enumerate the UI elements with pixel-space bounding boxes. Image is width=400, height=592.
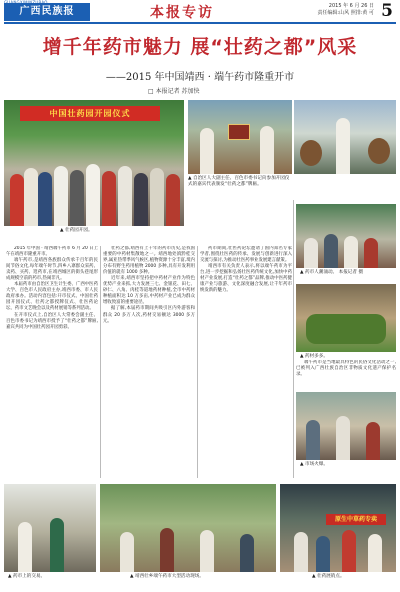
crowd-figure [24, 168, 38, 226]
person-figure [200, 128, 214, 174]
ceremony-caption: ▲ 壮药园开园。 [60, 228, 93, 233]
crowd-figure [166, 174, 180, 226]
person-figure [240, 534, 254, 572]
article-paragraph: 端午药市,是靖西各族群众传承千百年的民间节俗文化,每年端午时节,四乡八寨群众采药、卖药、买药、逛药市,在靖西城区的街头巷尾形成规模空前的药市,热闹非凡。 [6, 258, 98, 282]
person-figure [364, 238, 378, 268]
person-figure [50, 518, 64, 572]
herbs-caption: ▲ 药材多多。 [300, 354, 328, 359]
award-caption: ▲ 自治区人大副主任、百色市委书记向参加开园仪式的嘉宾代表颁发“壮药之都”牌匾。 [188, 176, 290, 187]
issue-editors: 责任编辑:山风 照排:黄 可 [317, 10, 374, 16]
page-number: 5 [381, 1, 393, 21]
article-paragraph: 据了解,本届药市期间共吸引区内外游客和群众 20 多万人次,药材交易额达 3000 多万元。 [103, 306, 195, 324]
issue-info [317, 3, 374, 17]
article-paragraph: 靖西市有关负责人表示,将以端午药市为平台,进一步挖掘和弘扬壮医药传统文化,加快中药材产业发展,打造“壮药之都”品牌,推动中医药健康产业与旅游、文化深度融合发展,让千年药市焕发新的魅力。 [200, 264, 292, 294]
person-figure [294, 532, 308, 572]
person-figure [336, 118, 350, 174]
person-figure [368, 534, 382, 572]
market-photo [296, 392, 396, 460]
article-body [6, 246, 292, 478]
person-figure [342, 530, 356, 572]
person-figure [18, 522, 32, 572]
crowd-figure [150, 168, 164, 226]
article-column-side [296, 360, 396, 388]
person-figure [316, 536, 330, 572]
trade-photo [4, 484, 96, 572]
article-paragraph: 本届药市由自治区卫生计生委、广西中医药大学、百色市人民政府主办,靖西市委、市人民政府承办。活动内容包括:开市仪式、中国壮药园开园仪式、壮药之都授牌仪式、壮医药论坛、药市文艺晚会以及药材展销等系列活动。 [6, 282, 98, 312]
ribbon-photo [294, 100, 396, 174]
article-paragraph: 药市期间,壮医药论坛邀请了国内知名专家学者,围绕壮医药的传承、发展与创新进行深入交流与探讨,为推动壮医药事业发展建言献策。 [200, 246, 292, 264]
column-divider [100, 246, 101, 478]
market-caption: ▲ 市场火爆。 [300, 462, 328, 467]
crowd-figure [54, 166, 68, 226]
article-paragraph: 2015 年中国 · 靖西端午药市 6 月 20 日上午在靖西市隆重开市。 [6, 246, 98, 258]
article-paragraph: 壮药之都,靖西有上千年的药市历史,是我国重要的中药材集散地之一。靖西地处滇黔桂交界,属亚热带季风气候区,植物资源十分丰富,境内分布有野生药用植物 2000 多种,具有开发利用价值的就有 1000 多种。 [103, 246, 195, 276]
crowd-figure [102, 171, 116, 226]
article-column-3 [200, 246, 292, 478]
person-figure [306, 420, 320, 460]
masthead-rule [4, 22, 396, 24]
section-title: 本报专访 [150, 5, 214, 21]
article-paragraph: 端午药市是当地最具特色的民俗文化活动之一,已被列入广西壮族自治区非物质文化遗产保护名录。 [296, 360, 396, 378]
issue-date: 2015 年 6 月 26 日 [328, 3, 374, 9]
person-figure [304, 238, 318, 268]
ceremony-photo [4, 100, 184, 226]
person-figure [366, 422, 380, 460]
award-photo [188, 100, 292, 174]
article-column-2 [103, 246, 195, 478]
ceremony-banner: 中国壮药园开园仪式 [20, 106, 160, 121]
crowd-caption: ▲ 药市人潮涌动。 本报记者 摄 [300, 270, 364, 275]
drum-shape [300, 140, 322, 166]
crowd-figure [86, 164, 100, 226]
person-figure [336, 416, 350, 460]
crowd-figure [38, 172, 52, 226]
article-paragraph: 近年来,靖西市坚持把中药材产业作为特色优势产业来抓,大力发展三七、金银花、田七、砂仁、八角、肉桂等道地药材种植,全市中药材种植面积达 10 万多亩,中药材产业已成为群众增收致富的重要途径。 [103, 276, 195, 306]
person-figure [120, 532, 134, 572]
event-photo [100, 484, 276, 572]
drum-shape [368, 138, 390, 164]
article-paragraph: 在开市仪式上,自治区人大常委会副主任、百色市委书记为靖西市授予了“壮药之都”牌匾,嘉宾共同为中国壮药园开园剪彩。 [6, 312, 98, 330]
plaque-shape [228, 124, 250, 140]
article-column-1 [6, 246, 98, 478]
herb-pile [306, 314, 386, 344]
shop-sign: 原生中草药专卖 [326, 514, 386, 525]
person-figure [200, 530, 214, 572]
person-figure [160, 528, 174, 572]
column-divider [293, 200, 294, 478]
person-figure [324, 234, 338, 268]
crowd-figure [70, 170, 84, 226]
subheadline: ——2015 年中国靖西 · 端午药市隆重开市 [105, 72, 295, 83]
masthead [0, 0, 400, 22]
person-figure [260, 126, 274, 174]
shop-photo [280, 484, 396, 572]
trade-caption: ▲ 药市上的交易。 [8, 574, 46, 579]
byline: □ 本报记者 苏加快 [148, 88, 200, 95]
event-caption: ▲ 靖西壮乡端午药市大型活动现场。 [130, 574, 204, 579]
shop-caption: ▲ 壮药展销点。 [312, 574, 345, 579]
crowd-figure [118, 166, 132, 226]
crowd-figure [10, 174, 24, 226]
person-figure [344, 236, 358, 268]
headline: 增千年药市魅力 展“壮药之都”风采 [42, 36, 358, 58]
crowd-figure [134, 173, 148, 226]
crowd-photo [296, 204, 396, 268]
herbs-photo [296, 284, 396, 352]
column-divider [197, 246, 198, 478]
newspaper-logo: 广西民族报 [4, 3, 90, 21]
